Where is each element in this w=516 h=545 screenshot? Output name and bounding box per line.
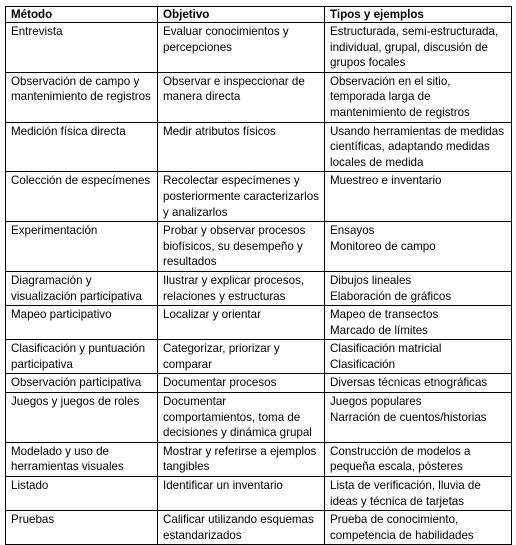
header-metodo: Método	[6, 7, 158, 23]
cell-objective: Recolectar especímenes y posteriormente caracterizarlos y analizarlos	[158, 172, 325, 222]
table-row	[6, 477, 512, 511]
table-row	[6, 340, 512, 374]
table-header-row	[6, 7, 512, 23]
table-row	[6, 442, 512, 476]
header-objetivo: Objetivo	[158, 7, 325, 23]
cell-examples: Estructurada, semi-estructurada, individual, grupal, discusión de grupos focales	[325, 23, 512, 73]
cell-objective: Evaluar conocimientos y percepciones	[158, 23, 325, 73]
cell-examples: Usando herramientas de medidas científicas, adaptando medidas locales de medida	[325, 122, 512, 172]
cell-method: Experimentación	[6, 222, 158, 272]
cell-method: Entrevista	[6, 23, 158, 73]
cell-objective: Identificar un inventario	[158, 477, 325, 511]
cell-objective: Calificar utilizando esquemas estandarizados	[158, 511, 325, 545]
table-row	[6, 222, 512, 272]
cell-objective: Medir atributos físicos	[158, 122, 325, 172]
cell-examples: Observación en el sitio, temporada larga de mantenimiento de registros	[325, 72, 512, 122]
table-row	[6, 271, 512, 305]
cell-objective: Observar e inspeccionar de manera directa	[158, 72, 325, 122]
cell-objective: Categorizar, priorizar y comparar	[158, 340, 325, 374]
cell-method: Colección de especímenes	[6, 172, 158, 222]
cell-method: Clasificación y puntuación participativa	[6, 340, 158, 374]
cell-examples: Clasificación matricial Clasificación	[325, 340, 512, 374]
cell-examples: Lista de verificación, lluvia de ideas y técnica de tarjetas	[325, 477, 512, 511]
cell-objective: Documentar procesos	[158, 374, 325, 393]
document-page	[5, 6, 512, 545]
cell-objective: Probar y observar procesos biofísicos, su desempeño y resultados	[158, 222, 325, 272]
cell-objective: Ilustrar y explicar procesos, relaciones y estructuras	[158, 271, 325, 305]
table-row	[6, 23, 512, 73]
cell-examples: Ensayos Monitoreo de campo	[325, 222, 512, 272]
cell-objective: Mostrar y referirse a ejemplos tangibles	[158, 442, 325, 476]
table-row	[6, 72, 512, 122]
cell-examples: Muestreo e inventario	[325, 172, 512, 222]
methods-table	[5, 6, 512, 545]
cell-examples: Diversas técnicas etnográficas	[325, 374, 512, 393]
table-row	[6, 172, 512, 222]
cell-method: Juegos y juegos de roles	[6, 393, 158, 443]
cell-method: Observación participativa	[6, 374, 158, 393]
cell-method: Modelado y uso de herramientas visuales	[6, 442, 158, 476]
table-row	[6, 374, 512, 393]
cell-method: Mapeo participativo	[6, 306, 158, 340]
cell-objective: Documentar comportamientos, toma de decisiones y dinámica grupal	[158, 393, 325, 443]
cell-method: Medición física directa	[6, 122, 158, 172]
table-row	[6, 306, 512, 340]
cell-examples: Juegos populares Narración de cuentos/historias	[325, 393, 512, 443]
cell-method: Diagramación y visualización participativa	[6, 271, 158, 305]
cell-objective: Localizar y orientar	[158, 306, 325, 340]
table-row	[6, 511, 512, 545]
table-row	[6, 393, 512, 443]
cell-method: Pruebas	[6, 511, 158, 545]
cell-examples: Mapeo de transectos Marcado de límites	[325, 306, 512, 340]
table-row	[6, 122, 512, 172]
header-tipos-ejemplos: Tipos y ejemplos	[325, 7, 512, 23]
cell-examples: Construcción de modelos a pequeña escala, pósteres	[325, 442, 512, 476]
cell-examples: Dibujos lineales Elaboración de gráficos	[325, 271, 512, 305]
cell-examples: Prueba de conocimiento, competencia de habilidades	[325, 511, 512, 545]
cell-method: Observación de campo y mantenimiento de registros	[6, 72, 158, 122]
cell-method: Listado	[6, 477, 158, 511]
